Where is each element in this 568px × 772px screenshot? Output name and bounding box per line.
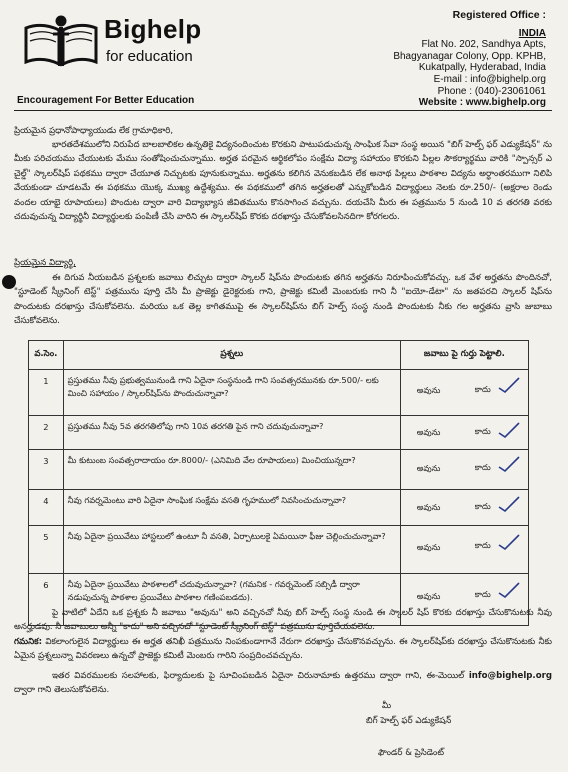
table-row xyxy=(29,416,529,450)
answer-cell[interactable] xyxy=(400,416,528,450)
row-number: 6 xyxy=(29,574,64,626)
question-text: నీవు గవర్నమెంటు వారి ఏదైనా సాంఘిక సంక్షేమ వసతి గృహములో నివసించుచున్నావా? xyxy=(63,490,400,526)
office-line: Bhagyanagar Colony, Opp. KPHB, xyxy=(393,50,546,62)
checkmark-icon xyxy=(497,421,521,439)
tagline: Encouragement For Better Education xyxy=(17,95,195,106)
table-header-row xyxy=(29,341,529,370)
eligibility-rule-paragraph: పై వాటిలో ఏదేని ఒక ప్రశ్నకు నీ జవాబు "అవును" అని వచ్చినచో నీవు బిగ్ హెల్ప్ సంస్థ నుండి ఈ స్కాలర్ షిప్ కొరకు దరఖాస్తు చేసుకొనుటకు నీవు అనర్హుడవు. నీ జవాబులు అన్నీ "కాదు" అని వచ్చినచో "స్టూడెంట్ స్క్రీనింగ్ టెస్ట్" పత్రమును పూర్తిచేయవలెను. xyxy=(14,608,552,633)
salutation-headmaster: ప్రియమైన ప్రధానోపాధ్యాయుడు లేక గ్రామాధికారి, xyxy=(14,126,174,136)
column-header-answer: జవాబు పై గుర్తు పెట్టాలి. xyxy=(400,341,528,370)
no-option[interactable]: కాదు xyxy=(474,540,491,551)
note-label: గమనిక: xyxy=(14,637,43,647)
checkmark-icon xyxy=(497,581,521,599)
note-paragraph xyxy=(14,635,552,664)
signature-closing: మీ xyxy=(382,701,392,711)
no-option[interactable]: కాదు xyxy=(474,500,491,511)
note-text: వికలాంగులైన విద్యార్థులు ఈ అర్హత తనిఖీ పత్రమును నింపకుండాగానే నేరుగా దరఖాస్తు చేసుకొనవచ్చును. ఈ స్కాలర్‌షిప్‌కు దరఖాస్తు చేసుకొనుటకు నీకు ఏమైన ప్రశ్నలున్నా వివరణలు ఉన్నచో ప్రాజెక్టు కమిటీ మెంబరు గారిని సంప్రదించవచ్చును. xyxy=(14,637,552,662)
row-number: 1 xyxy=(29,370,64,416)
office-phone: Phone : (040)-23061061 xyxy=(437,85,546,97)
answer-cell[interactable] xyxy=(400,526,528,574)
checkmark-icon xyxy=(497,376,521,394)
no-option[interactable]: కాదు xyxy=(474,589,491,600)
checkmark-icon xyxy=(497,533,521,551)
table-row xyxy=(29,370,529,416)
yes-option[interactable]: అవును xyxy=(416,591,441,602)
question-text: నీవు ఏదైనా ప్రయివేటు హాస్టలులో ఉంటూ నీ వసతి, ఏర్పాటులకై ఏమయినా ఫీజు చెల్లించుచున్నావా? xyxy=(63,526,400,574)
contact-text: ఇతర వివరములకు సలహాలకు, ఫిర్యాదులకు పై సూచింపబడిన ఏదైనా చిరునామాకు ఉత్తరము ద్వారా గాని, ఈ-మెయిల్ xyxy=(52,671,465,681)
answer-cell[interactable] xyxy=(400,450,528,490)
column-header-serial: వ.సెం. xyxy=(29,341,64,370)
signature-title: ఫౌండర్ & ప్రెసిడెంట్ xyxy=(378,748,444,758)
question-text: నీవు ఏదైనా ప్రయివేటు పాఠశాలలో చదువుచున్నావా? (గమనిక - గవర్నమెంట్ సబ్సిడీ ద్వారా నడుపుచున్న పాఠశాల ప్రయివేటు పాఠశాల గణింపబడదు). xyxy=(63,574,400,626)
yes-option[interactable]: అవును xyxy=(416,501,441,512)
checkmark-icon xyxy=(497,495,521,513)
brand-name: Bighelp xyxy=(104,14,202,44)
brand-subtitle: for education xyxy=(106,48,193,65)
student-paragraph: ఈ దిగువ నీయబడిన ప్రశ్నలకు జవాబు లిచ్చుట ద్వారా స్కాలర్ షిప్‌ను పొందుటకు తగిన అర్హతను నిరూపించుకోవచ్చు. ఒక వేళ అర్హతను పొందినచో, "స్టూడెంట్ స్క్రీనింగ్ టెస్ట్" పత్రమును పూర్తి చేసి మీ ప్రాజెక్టు డైరెక్టరుకు గాని, ప్రాజెక్టు కమిటీ మెంబరుకు గాని నీ "ఐయో-డేటా" ను జతపరచి స్కాలర్ షిప్‌ను పొందుటకు దరఖాస్తు చేసుకోవలెను. మరియు ఒక తెల్ల కాగితముపై ఈ స్కాలర్‌షిప్‌ను బిగ్ హెల్ప్ సంస్థ నుండి పొందుటకు నీకు గల అర్హతను వ్రాసి జుబాబు చేసుకోవలెను. xyxy=(14,273,552,327)
row-number: 5 xyxy=(29,526,64,574)
answer-cell[interactable] xyxy=(400,370,528,416)
no-option[interactable]: కాదు xyxy=(474,425,491,436)
question-text: ప్రస్తుతము నీవు ప్రభుత్వమునుండి గాని ఏదైనా సంస్థనుండి గాని సంవత్సరమునకు రూ.500/- లకు మించి సహాయం / స్కాలర్‌షిప్‌ను పొందుచున్నావా? xyxy=(63,370,400,416)
row-number: 4 xyxy=(29,490,64,526)
yes-option[interactable]: అవును xyxy=(416,385,441,396)
header-divider xyxy=(14,110,552,111)
yes-option[interactable]: అవును xyxy=(416,541,441,552)
office-line: Flat No. 202, Sandhya Apts, xyxy=(421,39,546,51)
office-line: Kukatpally, Hyderabad, India xyxy=(418,62,546,74)
signature-org: బిగ్ హెల్ప్ ఫర్ ఎడ్యుకేషన్ xyxy=(366,716,452,726)
answer-cell[interactable] xyxy=(400,490,528,526)
checkmark-icon xyxy=(497,455,521,473)
yes-option[interactable]: అవును xyxy=(416,427,441,438)
column-header-questions: ప్రశ్నలు xyxy=(63,341,400,370)
contact-email-link[interactable]: info@bighelp.org xyxy=(468,671,552,681)
office-website: Website : www.bighelp.org xyxy=(418,97,546,109)
no-option[interactable]: కాదు xyxy=(474,383,491,394)
question-text: ప్రస్తుతము నీవు 5వ తరగతిలోపు గాని 10వ తరగతి పైన గాని చదువుచున్నావా? xyxy=(63,416,400,450)
office-city: INDIA xyxy=(518,27,546,39)
table-row xyxy=(29,490,529,526)
yes-option[interactable]: అవును xyxy=(416,463,441,474)
contact-paragraph xyxy=(14,669,552,698)
row-number: 3 xyxy=(29,450,64,490)
row-number: 2 xyxy=(29,416,64,450)
question-text: మీ కుటుంబ సంవత్సరాదాయం రూ.8000/- (ఎనిమిది వేల రూపాయలు) మించియున్నదా? xyxy=(63,450,400,490)
office-title: Registered Office : xyxy=(452,9,546,21)
table-row xyxy=(29,450,529,490)
book-logo-icon xyxy=(22,14,100,74)
table-row xyxy=(29,526,529,574)
office-address xyxy=(326,10,546,109)
intro-paragraph: భారతదేశములోని నిరుపేద బాలబాలికల ఉన్నతికై విద్యనందించుట కొరకుని పాటుపడుచున్న సాంఘిక సేవా సంస్థ అయిన "బిగ్ హెల్ప్ ఫర్ ఎడ్యుకేషన్" ను మీకు పరిచయము చేయుటకు మేము సంతోషించుచున్నాము. అర్హత పరమైన ఆర్థికలోపం సంక్షేమ విద్యా సహాయం కొరకుని పిల్లల సౌకర్యార్థము వారికి "స్పాన్సర్ ఎ చైల్డ్" స్కాలర్‌షిప్ పథకము ద్వారా చేయూత నిచ్చుటకు పూనుకున్నాము. అర్హతను కలిగిన వెనుకబడిన లేక అనాథ పిల్లలు పాఠశాల విద్యను అర్ధాంతరముగా నిలిపి వేయకుండా చూడటమే ఈ పథకము యొక్క ముఖ్య ఉద్దేశ్యము. ఈ పథకములో తగిన అర్హతలతో ఎన్నుకోబడిన విద్యార్థులు నెలకు రూ.250/- (అక్షరాల రెండు వందల యాభై రూపాయలు) పొందుట ద్వారా వారి విద్యాభ్యాస జీవితమును కొనసాగించ వచ్చును. దయచేసి మీరు ఈ పత్రమును 5 నుండి 10 వ తరగతి వరకు చదువుచున్న విద్యార్థినీ విద్యార్థులకు పంపిణీ చేసి వారిని ఈ స్కాలర్‌షిప్ కొరకు దరఖాస్తు చేసుకోవలసినదిగా కోరగలరు. xyxy=(14,140,552,223)
contact-text-end: ద్వారా గాని తెలుసుకోవలెను. xyxy=(14,685,110,696)
eligibility-table xyxy=(28,340,529,626)
no-option[interactable]: కాదు xyxy=(474,461,491,472)
office-email: E-mail : info@bighelp.org xyxy=(433,73,546,85)
salutation-student: ప్రియమైన విద్యార్థి, xyxy=(14,258,76,268)
